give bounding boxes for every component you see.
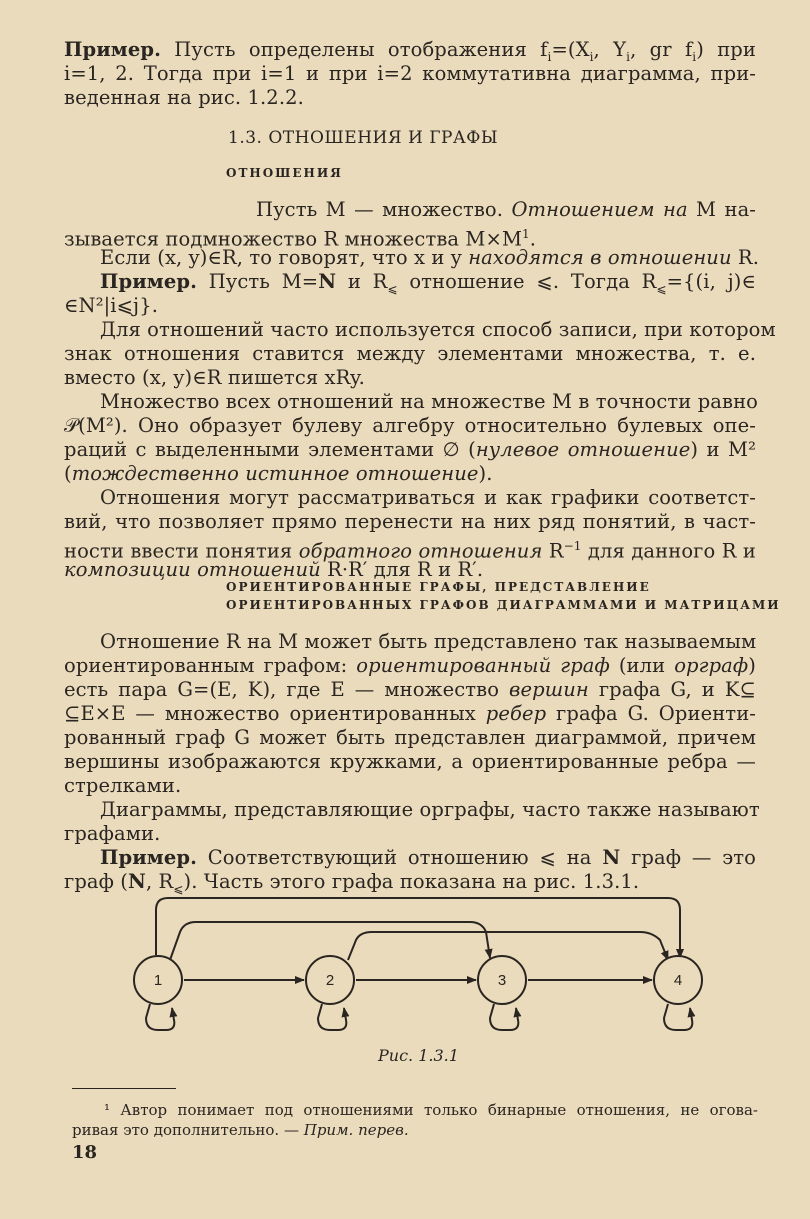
node-label: 2 bbox=[325, 972, 335, 989]
text-line: ∈N²|i⩽j}. bbox=[64, 294, 159, 317]
figure-caption: Рис. 1.3.1 bbox=[378, 1046, 459, 1065]
footnote-line: ривая это дополнительно. — Прим. перев. bbox=[72, 1121, 409, 1139]
text-line: знак отношения ставится между элементами множества, т. е. bbox=[64, 342, 756, 365]
text-line: зывается подмножество R множества $M\times M^1$. bbox=[64, 227, 537, 251]
text-line: композиции отношений R·R′ для R и R′. bbox=[64, 558, 484, 581]
text-line: графами. bbox=[64, 822, 161, 845]
text-line: раций с выделенными элементами ∅ (нулевое отношение) и M² bbox=[64, 438, 756, 461]
graph-figure bbox=[120, 880, 720, 1050]
section-title: 1.3. ОТНОШЕНИЯ И ГРАФЫ bbox=[228, 128, 499, 148]
text-line: вершины изображаются кружками, а ориентированные ребра — bbox=[64, 750, 756, 773]
text-line: веденная на рис. 1.2.2. bbox=[64, 86, 304, 109]
text-line: Для отношений часто используется способ записи, при котором bbox=[100, 318, 776, 341]
text-line: Пример. Соответствующий отношению ⩽ на N граф — это bbox=[100, 846, 757, 869]
subsection-title: ОТНОШЕНИЯ bbox=[226, 166, 343, 180]
subsection-title: ОРИЕНТИРОВАННЫХ ГРАФОВ ДИАГРАММАМИ И МАТРИЦАМИ bbox=[226, 598, 781, 612]
footnote-line: ¹ Автор понимает под отношениями только бинарные отношения, не огова- bbox=[104, 1101, 758, 1119]
text-line: рованный граф G может быть представлен диаграммой, причем bbox=[64, 726, 756, 749]
text-line: Отношение R на M может быть представлено так называемым bbox=[100, 630, 757, 653]
page-number: 18 bbox=[72, 1142, 98, 1163]
edge-1-3 bbox=[170, 922, 490, 960]
text-line: граф (N, $R_⩽$). Часть этого графа показана на рис. 1.3.1. bbox=[64, 870, 640, 896]
text-line: есть пара G=(E, K), где E — множество вершин графа G, и K⊆ bbox=[64, 678, 756, 701]
footnote-rule bbox=[72, 1088, 176, 1089]
text-line: Если (x, y)∈R, то говорят, что x и y находятся в отношении R. bbox=[100, 246, 760, 269]
text-line: (тождественно истинное отношение). bbox=[64, 462, 493, 485]
text-line: 𝒫(M²). Оно образует булеву алгебру относительно булевых опе- bbox=[64, 414, 756, 437]
text-line: стрелками. bbox=[64, 774, 182, 797]
text-line: Пример. Пусть M=N и $R_⩽$ отношение ⩽. Тогда $R_⩽=\{(i$, j)∈ bbox=[100, 270, 756, 296]
loop-4 bbox=[664, 1004, 692, 1030]
loop-2 bbox=[318, 1004, 346, 1030]
text-line: Диаграммы, представляющие орграфы, часто также называют bbox=[100, 798, 760, 821]
node-label: 1 bbox=[153, 972, 163, 989]
text-line: вий, что позволяет прямо перенести на них ряд понятий, в част- bbox=[64, 510, 756, 533]
loop-1 bbox=[146, 1004, 174, 1030]
loop-3 bbox=[490, 1004, 518, 1030]
text-line: Пусть M — множество. Отношением на M на- bbox=[256, 198, 756, 221]
text-line: Отношения могут рассматриваться и как графики соответст- bbox=[100, 486, 756, 509]
text-line: ⊆E×E — множество ориентированных ребер графа G. Ориенти- bbox=[64, 702, 756, 725]
node-label: 3 bbox=[497, 972, 507, 989]
text-line: ориентированным графом: ориентированный граф (или орграф) bbox=[64, 654, 756, 677]
subsection-title: ОРИЕНТИРОВАННЫЕ ГРАФЫ, ПРЕДСТАВЛЕНИЕ bbox=[226, 580, 651, 594]
node-label: 4 bbox=[673, 972, 683, 989]
text-line: Множество всех отношений на множестве M в точности равно bbox=[100, 390, 759, 413]
text-line: ности ввести понятия обратного отношения $R^{-1}$ для данного R и bbox=[64, 539, 756, 563]
text-line: вместо (x, y)∈R пишется xRy. bbox=[64, 366, 365, 389]
text-line: Пример. Пусть определены отображения $f_i=(X_i$, $Y_i$, gr $f_i$) при bbox=[64, 38, 756, 64]
edge-1-4 bbox=[156, 898, 680, 958]
text-line: i=1, 2. Тогда при i=1 и при i=2 коммутативна диаграмма, при- bbox=[64, 62, 756, 85]
